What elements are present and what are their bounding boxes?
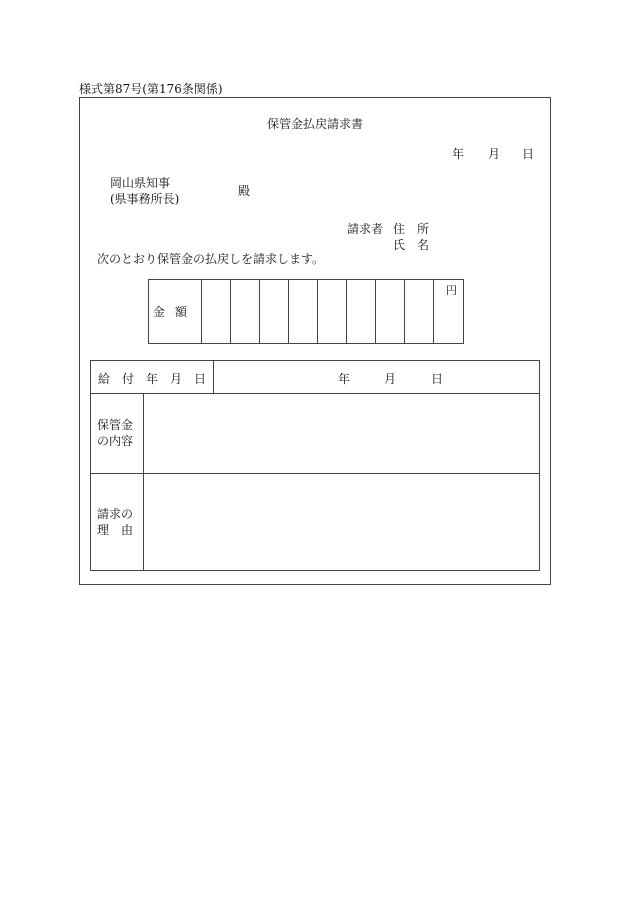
amount-digit-cell[interactable]: [202, 280, 231, 343]
payment-date-field[interactable]: [214, 361, 539, 393]
date-year-label: 年: [452, 147, 465, 161]
addressee-line1: 岡山県知事: [110, 176, 171, 190]
payment-date-label: 給 付 年 月 日: [98, 372, 207, 386]
form-number-label: 様式第87号(第176条関係): [79, 82, 223, 96]
reason-label: 請求の 理 由: [97, 507, 134, 537]
addressee-line2: (県事務所長): [110, 192, 180, 206]
payment-month-label: 月: [384, 372, 397, 386]
requester-label: 請求者: [347, 222, 384, 236]
payment-year-label: 年: [338, 372, 351, 386]
date-month-label: 月: [488, 147, 501, 161]
amount-digit-cell[interactable]: [231, 280, 260, 343]
amount-digit-cell[interactable]: [376, 280, 405, 343]
yen-unit-label: 円: [446, 284, 457, 297]
addressee: [110, 175, 179, 207]
deposit-content-field[interactable]: [144, 394, 539, 473]
amount-digit-cell[interactable]: [260, 280, 289, 343]
details-table: [90, 360, 540, 571]
deposit-content-label: 保管金 の内容: [97, 418, 134, 448]
amount-digit-cell[interactable]: [405, 280, 434, 343]
amount-digit-cell[interactable]: [289, 280, 318, 343]
requester-name-label: 氏 名: [393, 238, 430, 252]
amount-digit-cell[interactable]: [318, 280, 347, 343]
amount-label: 金額: [149, 280, 202, 343]
payment-day-label: 日: [431, 372, 444, 386]
requester-address-label: 住 所: [393, 222, 430, 236]
amount-box: [148, 279, 464, 344]
document-title: 保管金払戻請求書: [266, 117, 363, 131]
reason-field[interactable]: [144, 474, 539, 570]
amount-digit-cell[interactable]: [347, 280, 376, 343]
request-sentence: 次のとおり保管金の払戻しを請求します。: [97, 252, 325, 266]
date-day-label: 日: [522, 147, 535, 161]
honorific-label: 殿: [238, 184, 251, 198]
